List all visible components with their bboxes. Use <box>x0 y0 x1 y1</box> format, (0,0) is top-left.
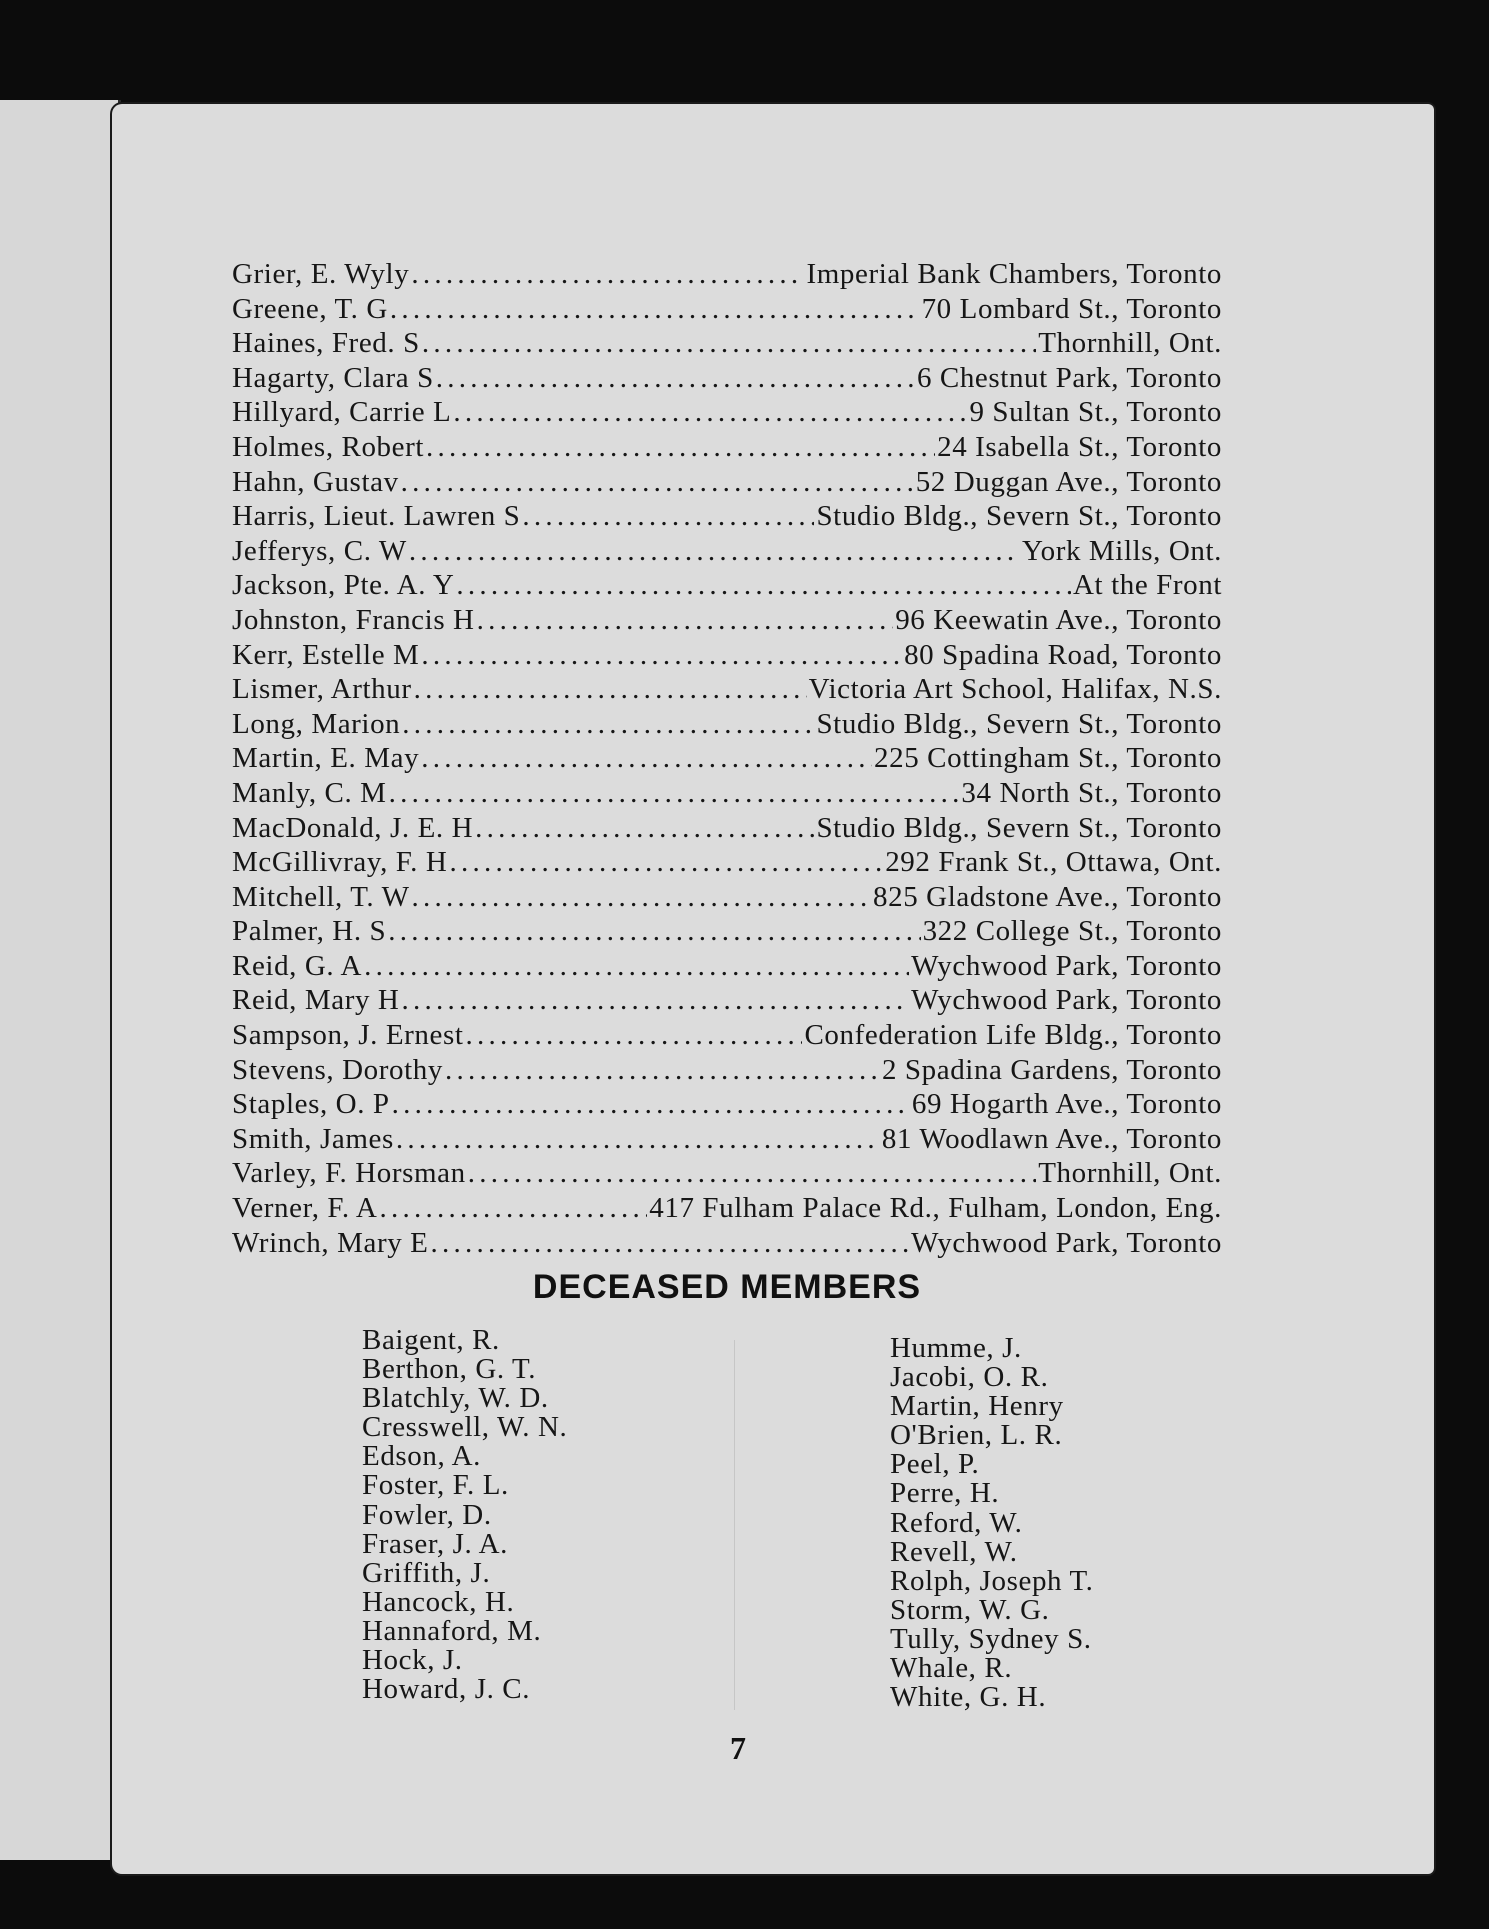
deceased-name: Peel, P. <box>890 1448 980 1481</box>
member-name: Jackson, Pte. A. Y <box>232 569 455 602</box>
member-row <box>232 327 1222 362</box>
member-row <box>232 258 1222 293</box>
member-address: Wychwood Park, Toronto <box>911 949 1222 982</box>
dot-leader <box>414 673 807 706</box>
member-address: 6 Chestnut Park, Toronto <box>916 361 1222 394</box>
page-number: 7 <box>730 1730 746 1766</box>
deceased-name: O'Brien, L. R. <box>890 1419 1063 1452</box>
member-row <box>232 1019 1222 1054</box>
dot-leader <box>396 1123 880 1156</box>
column-divider <box>734 1340 735 1710</box>
dot-leader <box>468 1157 1036 1190</box>
member-row <box>232 569 1222 604</box>
dot-leader <box>436 362 915 395</box>
deceased-name: Humme, J. <box>890 1332 1022 1364</box>
member-name: Holmes, Robert <box>232 430 425 463</box>
member-name: Stevens, Dorothy <box>232 1053 443 1086</box>
deceased-name: Rolph, Joseph T. <box>890 1564 1094 1597</box>
member-address: Imperial Bank Chambers, Toronto <box>806 258 1222 290</box>
dot-leader <box>401 984 909 1017</box>
member-row <box>232 639 1222 674</box>
member-row <box>232 673 1222 708</box>
member-address: Confederation Life Bldg., Toronto <box>804 1019 1222 1052</box>
member-name: Long, Marion <box>232 707 401 740</box>
member-address: 81 Woodlawn Ave., Toronto <box>881 1122 1222 1155</box>
member-address: Thornhill, Ont. <box>1038 1157 1222 1190</box>
deceased-name: Jacobi, O. R. <box>890 1361 1049 1394</box>
deceased-name: Griffith, J. <box>362 1556 491 1589</box>
facing-page-edge <box>0 100 121 1860</box>
member-address: Wychwood Park, Toronto <box>911 1226 1222 1259</box>
member-row <box>232 915 1222 950</box>
member-address: 9 Sultan St., Toronto <box>969 396 1222 429</box>
member-row <box>232 1227 1222 1262</box>
member-row <box>232 881 1222 916</box>
deceased-name: Baigent, R. <box>362 1324 500 1356</box>
member-name: Palmer, H. S <box>232 915 387 948</box>
deceased-name: Perre, H. <box>890 1477 1000 1510</box>
member-address: 417 Fulham Palace Rd., Fulham, London, Eng. <box>649 1192 1222 1225</box>
dot-leader <box>364 950 909 983</box>
member-row <box>232 1123 1222 1158</box>
member-name: Manly, C. M <box>232 776 387 809</box>
deceased-name: Tully, Sydney S. <box>890 1622 1092 1655</box>
deceased-name: Howard, J. C. <box>362 1673 531 1706</box>
member-address: 69 Hogarth Ave., Toronto <box>911 1088 1222 1121</box>
dot-leader <box>456 569 1071 602</box>
deceased-name: Edson, A. <box>362 1440 481 1473</box>
member-name: Grier, E. Wyly <box>232 258 410 290</box>
dot-leader <box>421 639 902 672</box>
dot-leader <box>388 915 920 948</box>
deceased-name: Martin, Henry <box>890 1390 1064 1423</box>
member-name: Lismer, Arthur <box>232 673 412 706</box>
member-address: Wychwood Park, Toronto <box>911 984 1222 1017</box>
dot-leader <box>430 1227 909 1260</box>
member-row <box>232 500 1222 535</box>
member-name: Jefferys, C. W <box>232 534 407 567</box>
member-address: 52 Duggan Ave., Toronto <box>915 465 1222 498</box>
member-name: Harris, Lieut. Lawren S <box>232 500 521 533</box>
deceased-name: Foster, F. L. <box>362 1469 509 1502</box>
member-name: Hillyard, Carrie L <box>232 396 452 429</box>
deceased-name: Fraser, J. A. <box>362 1527 508 1560</box>
member-row <box>232 742 1222 777</box>
member-row <box>232 396 1222 431</box>
member-name: Varley, F. Horsman <box>232 1157 466 1190</box>
deceased-name: Revell, W. <box>890 1535 1018 1568</box>
dot-leader <box>392 1088 910 1121</box>
member-address: 225 Cottingham St., Toronto <box>874 742 1222 775</box>
member-name: Haines, Fred. S <box>232 327 420 360</box>
member-address: 825 Gladstone Ave., Toronto <box>873 880 1222 913</box>
member-row <box>232 466 1222 501</box>
member-address: Studio Bldg., Severn St., Toronto <box>816 707 1222 740</box>
member-name: Martin, E. May <box>232 742 420 775</box>
deceased-name: Berthon, G. T. <box>362 1353 537 1386</box>
dot-leader <box>389 777 960 810</box>
member-name: Reid, G. A <box>232 949 363 982</box>
member-row <box>232 812 1222 847</box>
dot-leader <box>449 846 883 879</box>
member-name: Hagarty, Clara S <box>232 361 434 394</box>
member-address: 2 Spadina Gardens, Toronto <box>881 1053 1222 1086</box>
member-row <box>232 535 1222 570</box>
member-name: Greene, T. G <box>232 292 388 325</box>
member-name: Wrinch, Mary E <box>232 1226 429 1259</box>
deceased-name: Storm, W. G. <box>890 1593 1050 1626</box>
member-row <box>232 846 1222 881</box>
dot-leader <box>402 708 814 741</box>
member-address: York Mills, Ont. <box>1021 534 1222 567</box>
member-name: Reid, Mary H <box>232 984 400 1017</box>
deceased-name: Blatchly, W. D. <box>362 1382 549 1415</box>
deceased-name: Hock, J. <box>362 1644 463 1677</box>
dot-leader <box>522 500 814 533</box>
member-address: At the Front <box>1073 569 1222 602</box>
member-row <box>232 777 1222 812</box>
member-name: Verner, F. A <box>232 1192 378 1225</box>
dot-leader <box>453 396 967 429</box>
member-address: 34 North St., Toronto <box>961 776 1222 809</box>
deceased-name: Cresswell, W. N. <box>362 1411 568 1444</box>
dot-leader <box>477 604 894 637</box>
member-row <box>232 604 1222 639</box>
member-address: 80 Spadina Road, Toronto <box>904 638 1222 671</box>
member-address: Studio Bldg., Severn St., Toronto <box>816 811 1222 844</box>
member-list <box>232 258 1222 1261</box>
deceased-name: Hannaford, M. <box>362 1614 542 1647</box>
member-address: Thornhill, Ont. <box>1038 327 1222 360</box>
member-name: McGillivray, F. H <box>232 846 448 879</box>
member-row <box>232 293 1222 328</box>
member-name: Mitchell, T. W <box>232 880 410 913</box>
member-address: Victoria Art School, Halifax, N.S. <box>808 673 1222 706</box>
member-address: 70 Lombard St., Toronto <box>921 292 1222 325</box>
deceased-name: Whale, R. <box>890 1652 1013 1685</box>
member-row <box>232 708 1222 743</box>
member-row <box>232 1192 1222 1227</box>
member-address: 322 College St., Toronto <box>922 915 1222 948</box>
dot-leader <box>466 1019 803 1052</box>
member-row <box>232 1157 1222 1192</box>
dot-leader <box>445 1054 880 1087</box>
member-name: Smith, James <box>232 1122 394 1155</box>
member-address: 24 Isabella St., Toronto <box>937 430 1222 463</box>
dot-leader <box>475 812 814 845</box>
member-row <box>232 1088 1222 1123</box>
dot-leader <box>412 881 871 914</box>
member-name: Kerr, Estelle M <box>232 638 420 671</box>
deceased-name: Reford, W. <box>890 1506 1023 1539</box>
deceased-list-left <box>362 1326 567 1704</box>
dot-leader <box>390 293 920 326</box>
member-row <box>232 431 1222 466</box>
dot-leader <box>411 258 804 291</box>
member-address: Studio Bldg., Severn St., Toronto <box>816 500 1222 533</box>
member-name: MacDonald, J. E. H <box>232 811 474 844</box>
dot-leader <box>401 466 914 499</box>
member-address: 96 Keewatin Ave., Toronto <box>895 603 1222 636</box>
deceased-members-heading: DECEASED MEMBERS <box>532 1268 922 1306</box>
deceased-list-right <box>890 1334 1093 1712</box>
member-name: Sampson, J. Ernest <box>232 1019 464 1052</box>
deceased-name: White, G. H. <box>890 1681 1047 1714</box>
dot-leader <box>422 327 1036 360</box>
member-row <box>232 362 1222 397</box>
member-row <box>232 950 1222 985</box>
member-name: Hahn, Gustav <box>232 465 399 498</box>
dot-leader <box>426 431 935 464</box>
member-name: Johnston, Francis H <box>232 603 475 636</box>
dot-leader <box>379 1192 647 1225</box>
member-name: Staples, O. P <box>232 1088 390 1121</box>
deceased-name: Hancock, H. <box>362 1585 515 1618</box>
dot-leader <box>409 535 1020 568</box>
dot-leader <box>421 742 872 775</box>
member-address: 292 Frank St., Ottawa, Ont. <box>885 846 1222 879</box>
deceased-name: Fowler, D. <box>362 1498 492 1531</box>
member-row <box>232 1054 1222 1089</box>
member-row <box>232 984 1222 1019</box>
